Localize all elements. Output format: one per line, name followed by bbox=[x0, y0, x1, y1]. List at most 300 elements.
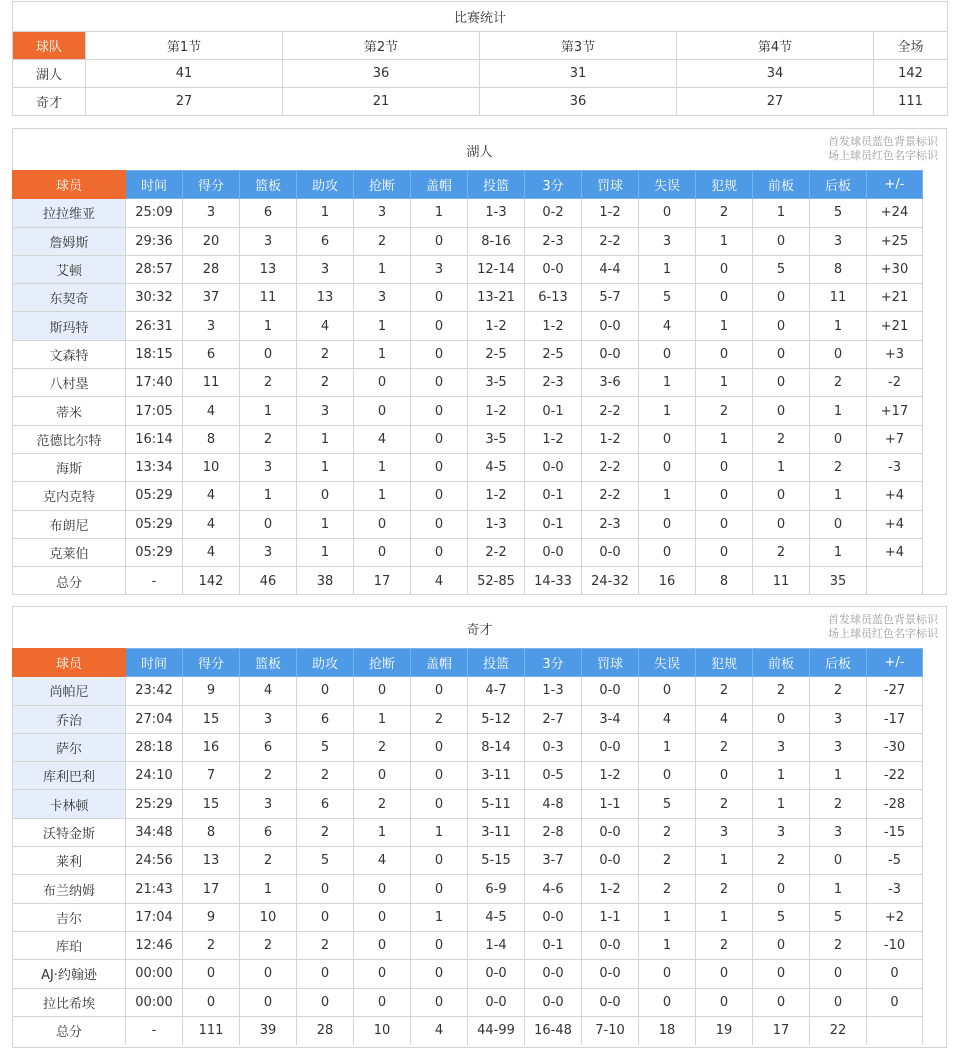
stat-points: 4 bbox=[183, 397, 240, 425]
column-header-turnovers: 失误 bbox=[639, 649, 696, 677]
stat-points: 11 bbox=[183, 369, 240, 397]
stat-turnovers: 1 bbox=[639, 369, 696, 397]
stat-blocks: 0 bbox=[411, 312, 468, 340]
stat-blocks: 1 bbox=[411, 199, 468, 227]
stat-points: 4 bbox=[183, 510, 240, 538]
stat-plus-minus: +3 bbox=[867, 340, 923, 368]
stat-fouls: 0 bbox=[696, 284, 753, 312]
total-assists: 38 bbox=[297, 567, 354, 595]
stat-plus-minus: -5 bbox=[867, 847, 923, 875]
stat-blocks: 0 bbox=[411, 453, 468, 481]
player-name: 库珀 bbox=[13, 931, 126, 959]
stat-fg: 2-5 bbox=[468, 340, 525, 368]
stat-def-reb: 1 bbox=[810, 875, 867, 903]
stat-fouls: 2 bbox=[696, 199, 753, 227]
stat-steals: 1 bbox=[354, 340, 411, 368]
stat-ft: 1-2 bbox=[582, 425, 639, 453]
stat-points: 9 bbox=[183, 903, 240, 931]
player-name: 卡林顿 bbox=[13, 790, 126, 818]
stat-blocks: 0 bbox=[411, 733, 468, 761]
stat-time: 30:32 bbox=[126, 284, 183, 312]
player-row bbox=[13, 312, 923, 340]
stat-rebounds: 3 bbox=[240, 453, 297, 481]
stat-steals: 0 bbox=[354, 988, 411, 1016]
stat-three-pt: 1-2 bbox=[525, 312, 582, 340]
total-fouls: 19 bbox=[696, 1016, 753, 1044]
summary-title: 比赛统计 bbox=[13, 2, 948, 32]
total-time: - bbox=[126, 1016, 183, 1044]
stat-points: 0 bbox=[183, 988, 240, 1016]
summary-q2-score: 36 bbox=[283, 60, 480, 88]
stat-def-reb: 1 bbox=[810, 397, 867, 425]
stat-assists: 0 bbox=[297, 482, 354, 510]
stat-points: 3 bbox=[183, 199, 240, 227]
stat-turnovers: 0 bbox=[639, 538, 696, 566]
summary-q1-score: 41 bbox=[86, 60, 283, 88]
stat-def-reb: 0 bbox=[810, 425, 867, 453]
stat-assists: 5 bbox=[297, 733, 354, 761]
summary-row-wizards bbox=[13, 88, 948, 116]
stat-off-reb: 5 bbox=[753, 255, 810, 283]
stat-steals: 0 bbox=[354, 931, 411, 959]
stat-points: 4 bbox=[183, 538, 240, 566]
stat-fg: 1-2 bbox=[468, 397, 525, 425]
stat-def-reb: 0 bbox=[810, 340, 867, 368]
stat-off-reb: 2 bbox=[753, 847, 810, 875]
total-rebounds: 46 bbox=[240, 567, 297, 595]
stat-fouls: 1 bbox=[696, 312, 753, 340]
stat-time: 16:14 bbox=[126, 425, 183, 453]
stat-ft: 0-0 bbox=[582, 988, 639, 1016]
stat-turnovers: 1 bbox=[639, 255, 696, 283]
stat-fouls: 0 bbox=[696, 960, 753, 988]
team-total-row bbox=[13, 567, 923, 595]
stat-points: 17 bbox=[183, 875, 240, 903]
player-name: 布兰纳姆 bbox=[13, 875, 126, 903]
total-points: 142 bbox=[183, 567, 240, 595]
player-name: 莱利 bbox=[13, 847, 126, 875]
column-header-player: 球员 bbox=[13, 171, 126, 199]
team-panel-header bbox=[13, 129, 946, 170]
total-fouls: 8 bbox=[696, 567, 753, 595]
player-name: 萨尔 bbox=[13, 733, 126, 761]
summary-total-score: 142 bbox=[874, 60, 948, 88]
stat-assists: 0 bbox=[297, 875, 354, 903]
stat-rebounds: 2 bbox=[240, 931, 297, 959]
player-row bbox=[13, 847, 923, 875]
stat-turnovers: 1 bbox=[639, 397, 696, 425]
player-row bbox=[13, 369, 923, 397]
stat-off-reb: 0 bbox=[753, 875, 810, 903]
column-header-points: 得分 bbox=[183, 649, 240, 677]
stat-def-reb: 5 bbox=[810, 199, 867, 227]
stat-ft: 1-1 bbox=[582, 903, 639, 931]
stat-rebounds: 3 bbox=[240, 227, 297, 255]
stat-steals: 2 bbox=[354, 790, 411, 818]
stat-turnovers: 1 bbox=[639, 931, 696, 959]
stat-fouls: 1 bbox=[696, 847, 753, 875]
stat-fg: 8-16 bbox=[468, 227, 525, 255]
stat-def-reb: 5 bbox=[810, 903, 867, 931]
stat-points: 20 bbox=[183, 227, 240, 255]
stat-blocks: 1 bbox=[411, 818, 468, 846]
summary-q3-score: 31 bbox=[480, 60, 677, 88]
column-header-three-pt: 3分 bbox=[525, 649, 582, 677]
total-def-reb: 22 bbox=[810, 1016, 867, 1044]
stat-steals: 1 bbox=[354, 705, 411, 733]
stat-time: 28:57 bbox=[126, 255, 183, 283]
stat-points: 3 bbox=[183, 312, 240, 340]
player-row bbox=[13, 790, 923, 818]
total-ft: 24-32 bbox=[582, 567, 639, 595]
stat-steals: 0 bbox=[354, 538, 411, 566]
stat-off-reb: 3 bbox=[753, 818, 810, 846]
column-header-fg: 投篮 bbox=[468, 171, 525, 199]
stat-steals: 0 bbox=[354, 397, 411, 425]
stat-off-reb: 0 bbox=[753, 369, 810, 397]
stat-rebounds: 6 bbox=[240, 733, 297, 761]
stat-fouls: 1 bbox=[696, 369, 753, 397]
stat-steals: 1 bbox=[354, 482, 411, 510]
stat-points: 15 bbox=[183, 790, 240, 818]
stat-assists: 2 bbox=[297, 762, 354, 790]
stat-three-pt: 0-1 bbox=[525, 397, 582, 425]
stat-rebounds: 1 bbox=[240, 482, 297, 510]
stat-rebounds: 1 bbox=[240, 312, 297, 340]
stat-off-reb: 0 bbox=[753, 705, 810, 733]
column-header-rebounds: 篮板 bbox=[240, 171, 297, 199]
column-header-plus-minus: +/- bbox=[867, 171, 923, 199]
stat-time: 26:31 bbox=[126, 312, 183, 340]
stat-fg: 3-11 bbox=[468, 762, 525, 790]
stat-time: 13:34 bbox=[126, 453, 183, 481]
stat-fouls: 0 bbox=[696, 453, 753, 481]
stat-plus-minus: 0 bbox=[867, 960, 923, 988]
stats-header-row bbox=[13, 171, 923, 199]
stat-rebounds: 1 bbox=[240, 875, 297, 903]
stat-ft: 1-2 bbox=[582, 199, 639, 227]
stat-rebounds: 3 bbox=[240, 538, 297, 566]
stat-steals: 0 bbox=[354, 677, 411, 705]
stat-steals: 4 bbox=[354, 847, 411, 875]
stat-fg: 1-3 bbox=[468, 199, 525, 227]
stat-time: 18:15 bbox=[126, 340, 183, 368]
summary-q4-score: 34 bbox=[677, 60, 874, 88]
stat-points: 28 bbox=[183, 255, 240, 283]
stat-def-reb: 11 bbox=[810, 284, 867, 312]
total-def-reb: 35 bbox=[810, 567, 867, 595]
stat-off-reb: 0 bbox=[753, 960, 810, 988]
stat-assists: 0 bbox=[297, 960, 354, 988]
stat-points: 13 bbox=[183, 847, 240, 875]
column-header-time: 时间 bbox=[126, 171, 183, 199]
total-three-pt: 16-48 bbox=[525, 1016, 582, 1044]
stat-fg: 4-7 bbox=[468, 677, 525, 705]
stat-time: 00:00 bbox=[126, 960, 183, 988]
stat-fouls: 0 bbox=[696, 762, 753, 790]
player-name: 沃特金斯 bbox=[13, 818, 126, 846]
stat-fg: 1-3 bbox=[468, 510, 525, 538]
stat-turnovers: 5 bbox=[639, 284, 696, 312]
stat-ft: 0-0 bbox=[582, 538, 639, 566]
stat-turnovers: 4 bbox=[639, 705, 696, 733]
stat-plus-minus: -2 bbox=[867, 369, 923, 397]
stat-blocks: 0 bbox=[411, 425, 468, 453]
stat-three-pt: 0-0 bbox=[525, 538, 582, 566]
stat-rebounds: 10 bbox=[240, 903, 297, 931]
stat-ft: 4-4 bbox=[582, 255, 639, 283]
stat-assists: 1 bbox=[297, 510, 354, 538]
stat-turnovers: 0 bbox=[639, 453, 696, 481]
stat-points: 6 bbox=[183, 340, 240, 368]
stat-time: 17:04 bbox=[126, 903, 183, 931]
stat-ft: 0-0 bbox=[582, 847, 639, 875]
stat-blocks: 0 bbox=[411, 677, 468, 705]
stat-three-pt: 2-3 bbox=[525, 369, 582, 397]
stat-fg: 3-5 bbox=[468, 369, 525, 397]
stat-blocks: 0 bbox=[411, 790, 468, 818]
stat-def-reb: 0 bbox=[810, 510, 867, 538]
stat-points: 4 bbox=[183, 482, 240, 510]
stat-time: 05:29 bbox=[126, 482, 183, 510]
stat-plus-minus: -3 bbox=[867, 875, 923, 903]
player-row bbox=[13, 733, 923, 761]
stat-three-pt: 0-1 bbox=[525, 931, 582, 959]
stat-fg: 5-11 bbox=[468, 790, 525, 818]
player-row bbox=[13, 453, 923, 481]
stat-def-reb: 0 bbox=[810, 960, 867, 988]
stat-plus-minus: +17 bbox=[867, 397, 923, 425]
stat-ft: 3-4 bbox=[582, 705, 639, 733]
stat-assists: 4 bbox=[297, 312, 354, 340]
summary-header-q4: 第4节 bbox=[677, 32, 874, 60]
stat-rebounds: 3 bbox=[240, 790, 297, 818]
stat-off-reb: 1 bbox=[753, 790, 810, 818]
summary-team-name: 湖人 bbox=[13, 60, 86, 88]
stat-off-reb: 0 bbox=[753, 227, 810, 255]
stat-fg: 3-11 bbox=[468, 818, 525, 846]
column-header-three-pt: 3分 bbox=[525, 171, 582, 199]
stat-plus-minus: -17 bbox=[867, 705, 923, 733]
stat-ft: 3-6 bbox=[582, 369, 639, 397]
stat-plus-minus: +4 bbox=[867, 538, 923, 566]
stat-def-reb: 1 bbox=[810, 762, 867, 790]
stat-fouls: 1 bbox=[696, 425, 753, 453]
stat-off-reb: 1 bbox=[753, 762, 810, 790]
stat-time: 24:10 bbox=[126, 762, 183, 790]
column-header-time: 时间 bbox=[126, 649, 183, 677]
stat-assists: 2 bbox=[297, 818, 354, 846]
player-name: 库利巴利 bbox=[13, 762, 126, 790]
stat-time: 25:29 bbox=[126, 790, 183, 818]
stat-off-reb: 1 bbox=[753, 453, 810, 481]
stat-plus-minus: +7 bbox=[867, 425, 923, 453]
stat-fouls: 0 bbox=[696, 255, 753, 283]
total-three-pt: 14-33 bbox=[525, 567, 582, 595]
player-name: 尚帕尼 bbox=[13, 677, 126, 705]
team-panel-header bbox=[13, 607, 946, 648]
team-total-row bbox=[13, 1016, 923, 1044]
stat-off-reb: 0 bbox=[753, 397, 810, 425]
summary-header-total: 全场 bbox=[874, 32, 948, 60]
stat-off-reb: 3 bbox=[753, 733, 810, 761]
stat-fouls: 2 bbox=[696, 733, 753, 761]
stat-three-pt: 0-0 bbox=[525, 903, 582, 931]
stat-fouls: 2 bbox=[696, 677, 753, 705]
total-assists: 28 bbox=[297, 1016, 354, 1044]
stat-turnovers: 0 bbox=[639, 425, 696, 453]
stat-ft: 0-0 bbox=[582, 960, 639, 988]
player-row bbox=[13, 818, 923, 846]
stat-ft: 0-0 bbox=[582, 312, 639, 340]
stat-time: 21:43 bbox=[126, 875, 183, 903]
total-points: 111 bbox=[183, 1016, 240, 1044]
column-header-ft: 罚球 bbox=[582, 649, 639, 677]
legend-oncourt-note: 场上球员红色名字标识 bbox=[828, 149, 938, 162]
stat-off-reb: 1 bbox=[753, 199, 810, 227]
player-stats-table bbox=[12, 648, 923, 1045]
stat-plus-minus: +4 bbox=[867, 510, 923, 538]
stat-three-pt: 4-6 bbox=[525, 875, 582, 903]
legend-note bbox=[828, 613, 938, 641]
stat-steals: 0 bbox=[354, 960, 411, 988]
stat-blocks: 0 bbox=[411, 482, 468, 510]
stat-assists: 6 bbox=[297, 227, 354, 255]
stat-off-reb: 2 bbox=[753, 677, 810, 705]
player-row bbox=[13, 255, 923, 283]
stat-ft: 1-2 bbox=[582, 762, 639, 790]
stat-plus-minus: -27 bbox=[867, 677, 923, 705]
stat-blocks: 0 bbox=[411, 875, 468, 903]
stat-def-reb: 1 bbox=[810, 538, 867, 566]
stat-time: 27:04 bbox=[126, 705, 183, 733]
stat-fouls: 2 bbox=[696, 397, 753, 425]
stat-three-pt: 3-7 bbox=[525, 847, 582, 875]
stat-points: 8 bbox=[183, 425, 240, 453]
column-header-points: 得分 bbox=[183, 171, 240, 199]
summary-header-q2: 第2节 bbox=[283, 32, 480, 60]
total-steals: 10 bbox=[354, 1016, 411, 1044]
summary-team-name: 奇才 bbox=[13, 88, 86, 116]
stat-ft: 2-2 bbox=[582, 482, 639, 510]
stat-fg: 1-2 bbox=[468, 482, 525, 510]
stat-blocks: 0 bbox=[411, 931, 468, 959]
stat-plus-minus: +25 bbox=[867, 227, 923, 255]
stat-time: 17:05 bbox=[126, 397, 183, 425]
stat-assists: 6 bbox=[297, 705, 354, 733]
stat-fg: 1-4 bbox=[468, 931, 525, 959]
stat-off-reb: 2 bbox=[753, 425, 810, 453]
stat-fg: 6-9 bbox=[468, 875, 525, 903]
player-name: 范德比尔特 bbox=[13, 425, 126, 453]
stat-three-pt: 0-5 bbox=[525, 762, 582, 790]
column-header-assists: 助攻 bbox=[297, 171, 354, 199]
stat-fouls: 3 bbox=[696, 818, 753, 846]
summary-header-q3: 第3节 bbox=[480, 32, 677, 60]
stat-steals: 2 bbox=[354, 227, 411, 255]
player-row bbox=[13, 960, 923, 988]
total-steals: 17 bbox=[354, 567, 411, 595]
stat-plus-minus: +21 bbox=[867, 284, 923, 312]
total-off-reb: 17 bbox=[753, 1016, 810, 1044]
stat-turnovers: 5 bbox=[639, 790, 696, 818]
player-name: 艾顿 bbox=[13, 255, 126, 283]
stat-points: 10 bbox=[183, 453, 240, 481]
total-fg: 52-85 bbox=[468, 567, 525, 595]
summary-header-row bbox=[13, 32, 948, 60]
stat-blocks: 0 bbox=[411, 538, 468, 566]
stat-time: 29:36 bbox=[126, 227, 183, 255]
stat-assists: 0 bbox=[297, 988, 354, 1016]
stat-time: 24:56 bbox=[126, 847, 183, 875]
stat-def-reb: 8 bbox=[810, 255, 867, 283]
summary-q4-score: 27 bbox=[677, 88, 874, 116]
column-header-turnovers: 失误 bbox=[639, 171, 696, 199]
stat-steals: 1 bbox=[354, 255, 411, 283]
stat-three-pt: 0-0 bbox=[525, 988, 582, 1016]
stat-rebounds: 13 bbox=[240, 255, 297, 283]
player-row bbox=[13, 227, 923, 255]
stat-def-reb: 3 bbox=[810, 818, 867, 846]
column-header-steals: 抢断 bbox=[354, 649, 411, 677]
stat-ft: 2-3 bbox=[582, 510, 639, 538]
stat-points: 37 bbox=[183, 284, 240, 312]
stat-plus-minus: +24 bbox=[867, 199, 923, 227]
stat-off-reb: 0 bbox=[753, 988, 810, 1016]
stat-time: 12:46 bbox=[126, 931, 183, 959]
stat-off-reb: 0 bbox=[753, 482, 810, 510]
stat-def-reb: 2 bbox=[810, 453, 867, 481]
summary-q3-score: 36 bbox=[480, 88, 677, 116]
stat-fg: 2-2 bbox=[468, 538, 525, 566]
total-ft: 7-10 bbox=[582, 1016, 639, 1044]
stat-fg: 1-2 bbox=[468, 312, 525, 340]
total-fg: 44-99 bbox=[468, 1016, 525, 1044]
stat-plus-minus: +4 bbox=[867, 482, 923, 510]
team-panel-lakers bbox=[12, 128, 947, 595]
summary-total-score: 111 bbox=[874, 88, 948, 116]
stat-assists: 13 bbox=[297, 284, 354, 312]
stat-def-reb: 3 bbox=[810, 705, 867, 733]
stat-three-pt: 0-1 bbox=[525, 482, 582, 510]
stat-ft: 5-7 bbox=[582, 284, 639, 312]
column-header-rebounds: 篮板 bbox=[240, 649, 297, 677]
stat-plus-minus: +2 bbox=[867, 903, 923, 931]
total-plus-minus bbox=[867, 1016, 923, 1044]
stat-rebounds: 2 bbox=[240, 762, 297, 790]
stat-fouls: 1 bbox=[696, 903, 753, 931]
stat-ft: 0-0 bbox=[582, 340, 639, 368]
stat-steals: 3 bbox=[354, 284, 411, 312]
player-name: 克内克特 bbox=[13, 482, 126, 510]
player-row bbox=[13, 931, 923, 959]
stat-rebounds: 2 bbox=[240, 369, 297, 397]
stat-assists: 2 bbox=[297, 369, 354, 397]
stat-points: 7 bbox=[183, 762, 240, 790]
column-header-fg: 投篮 bbox=[468, 649, 525, 677]
player-row bbox=[13, 397, 923, 425]
stat-assists: 0 bbox=[297, 677, 354, 705]
player-name: 东契奇 bbox=[13, 284, 126, 312]
stat-blocks: 0 bbox=[411, 397, 468, 425]
column-header-player: 球员 bbox=[13, 649, 126, 677]
stat-fouls: 0 bbox=[696, 538, 753, 566]
stat-time: 25:09 bbox=[126, 199, 183, 227]
legend-starter-note: 首发球员蓝色背景标识 bbox=[828, 135, 938, 148]
stat-off-reb: 0 bbox=[753, 340, 810, 368]
summary-header-q1: 第1节 bbox=[86, 32, 283, 60]
stat-rebounds: 0 bbox=[240, 988, 297, 1016]
